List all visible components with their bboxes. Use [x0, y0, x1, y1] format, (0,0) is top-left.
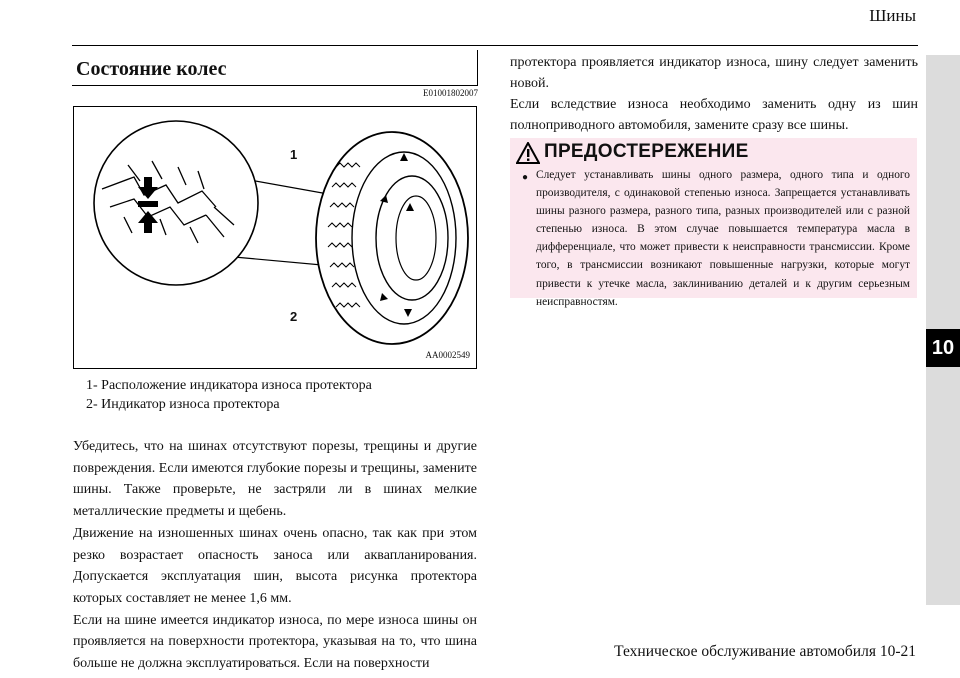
- running-header: Шины: [869, 6, 916, 25]
- paragraph-wear-indicator: Если на шине имеется индикатор износа, по мере износа шины он проявляется на поверхности протектора, указывая на то, что шина больше не должна эксплуатироваться. Если на поверхности: [73, 612, 477, 672]
- warning-box: [510, 138, 917, 308]
- warning-triangle-icon: [516, 142, 540, 164]
- tire-wear-figure: [73, 106, 477, 369]
- paragraph-replace: протектора проявляется индикатор износа, шину следует заменить новой.: [510, 55, 918, 91]
- paragraph-damage: Убедитесь, что на шинах отсутствуют порезы, трещины и другие повреждения. Если имеются глубокие порезы и трещины, замените шины. Также проверьте, не застряли ли в шинах мелкие металлические предметы и щебень.: [73, 439, 477, 520]
- figure-code: AA0002549: [425, 350, 470, 360]
- section-title: Состояние колес: [76, 58, 227, 80]
- warning-title: ПРЕДОСТЕРЕЖЕНИЕ: [544, 141, 749, 162]
- paragraph-awd: Если вследствие износа необходимо заменить одну из шин полноприводного автомобиля, замените сразу все шины.: [510, 97, 918, 133]
- caption-1: 1- Расположение индикатора износа протектора: [86, 378, 372, 393]
- tire-illustration: [74, 107, 476, 368]
- right-column-text: [510, 52, 918, 136]
- warning-text: Следует устанавливать шины одного размера, одного типа и одного производителя, с одинаковой степенью износа. Запрещается устанавливать шины разного размера, разного типа, разных производителей или с разной степенью износа. В этом случае повышается температура масла в дифференциале, что может привести к неисправности трансмиссии. Кроме того, в трансмиссии возникают повышенные нагрузки, которые могут привести к утечке масла, заклиниванию деталей и к другим серьезным неисправностям.: [536, 169, 910, 308]
- left-column-text: [73, 436, 477, 675]
- page-footer: Техническое обслуживание автомобиля 10-21: [614, 643, 916, 660]
- paragraph-tread-depth: Движение на изношенных шинах очень опасно, так как при этом резко возрастает опасность заноса или аквапланирования. Допускается эксплуатация шин, высота рисунка протектора которых составляет не менее 1,6 мм.: [73, 525, 477, 606]
- callout-1: 1: [290, 147, 298, 162]
- section-code: E01001802007: [423, 88, 478, 98]
- callout-2: 2: [290, 309, 298, 324]
- figure-captions: [86, 376, 372, 414]
- caption-2: 2- Индикатор износа протектора: [86, 397, 280, 412]
- warning-header: [510, 138, 917, 168]
- bullet-icon: ●: [522, 172, 529, 183]
- header-rule: [72, 45, 918, 46]
- chapter-number: 10: [926, 329, 960, 367]
- section-heading-box: [72, 50, 478, 86]
